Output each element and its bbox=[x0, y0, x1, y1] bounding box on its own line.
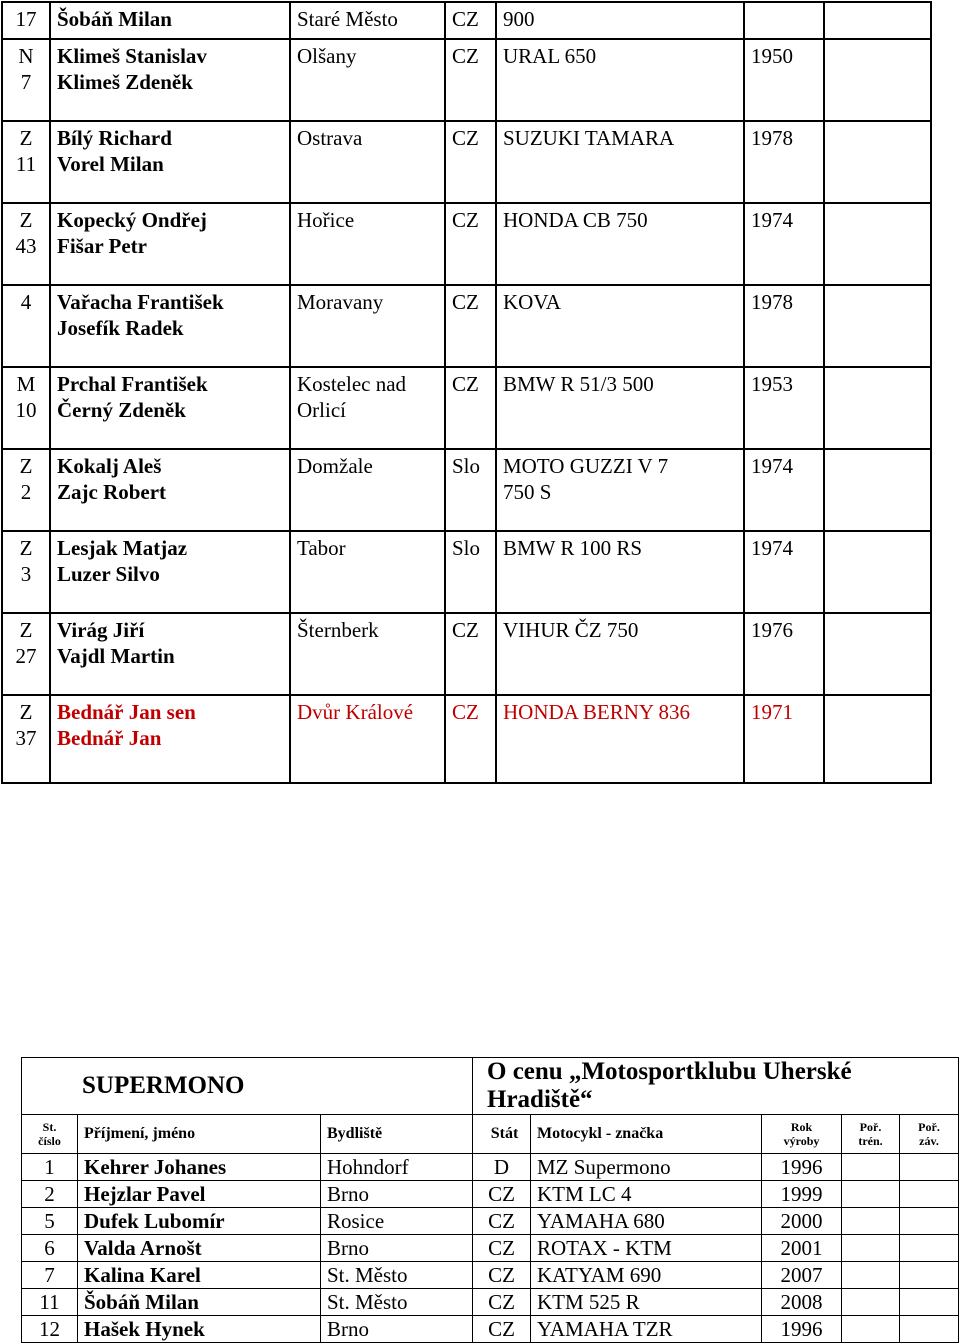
state: CZ bbox=[445, 285, 496, 367]
table-row bbox=[2, 2, 931, 39]
rider-name: Kalina Karel bbox=[78, 1262, 321, 1289]
start-number: Z 37 bbox=[2, 695, 50, 783]
state: CZ bbox=[473, 1316, 531, 1343]
race-rank bbox=[900, 1154, 959, 1181]
rider-names: Virág Jiří Vajdl Martin bbox=[50, 613, 290, 695]
city: Šternberk bbox=[290, 613, 445, 695]
state: D bbox=[473, 1154, 531, 1181]
header-row bbox=[22, 1115, 959, 1154]
state: CZ bbox=[445, 203, 496, 285]
col-header-motorcycle: Motocykl - značka bbox=[531, 1115, 762, 1154]
motorcycle: HONDA CB 750 bbox=[496, 203, 744, 285]
rider-name: Šobáň Milan bbox=[78, 1289, 321, 1316]
motorcycle: KATYAM 690 bbox=[531, 1262, 762, 1289]
table-row bbox=[2, 203, 931, 285]
start-number: Z 11 bbox=[2, 121, 50, 203]
year: 1974 bbox=[744, 203, 824, 285]
table-row bbox=[2, 285, 931, 367]
rider-name: Kehrer Johanes bbox=[78, 1154, 321, 1181]
motorcycle: KTM LC 4 bbox=[531, 1181, 762, 1208]
year: 2001 bbox=[762, 1235, 842, 1262]
start-number: 11 bbox=[22, 1289, 78, 1316]
training-rank bbox=[842, 1289, 900, 1316]
training-rank bbox=[842, 1154, 900, 1181]
start-number: Z 3 bbox=[2, 531, 50, 613]
training-rank bbox=[842, 1262, 900, 1289]
training-rank bbox=[842, 1235, 900, 1262]
state: CZ bbox=[473, 1181, 531, 1208]
race-rank bbox=[900, 1208, 959, 1235]
table-row bbox=[22, 1154, 959, 1181]
table-row bbox=[2, 367, 931, 449]
year: 1953 bbox=[744, 367, 824, 449]
table-row bbox=[2, 695, 931, 783]
rider-names: Kopecký Ondřej Fišar Petr bbox=[50, 203, 290, 285]
motorcycle: YAMAHA 680 bbox=[531, 1208, 762, 1235]
state: CZ bbox=[445, 2, 496, 39]
city: Domžale bbox=[290, 449, 445, 531]
rider-names: Prchal František Černý Zdeněk bbox=[50, 367, 290, 449]
year: 1996 bbox=[762, 1154, 842, 1181]
start-number: 17 bbox=[2, 2, 50, 39]
state: Slo bbox=[445, 449, 496, 531]
rider-names: Vařacha František Josefík Radek bbox=[50, 285, 290, 367]
year: 1950 bbox=[744, 39, 824, 121]
state: CZ bbox=[473, 1262, 531, 1289]
state: CZ bbox=[445, 613, 496, 695]
table-row bbox=[22, 1262, 959, 1289]
city: Olšany bbox=[290, 39, 445, 121]
training-rank bbox=[842, 1316, 900, 1343]
rider-name: Hašek Hynek bbox=[78, 1316, 321, 1343]
year: 2008 bbox=[762, 1289, 842, 1316]
training-rank bbox=[842, 1181, 900, 1208]
table-row bbox=[2, 449, 931, 531]
motorcycle: KTM 525 R bbox=[531, 1289, 762, 1316]
city: Dvůr Králové bbox=[290, 695, 445, 783]
empty-cell bbox=[824, 449, 931, 531]
empty-cell bbox=[824, 2, 931, 39]
year: 2007 bbox=[762, 1262, 842, 1289]
race-rank bbox=[900, 1316, 959, 1343]
empty-cell bbox=[824, 531, 931, 613]
race-rank bbox=[900, 1181, 959, 1208]
start-number: 12 bbox=[22, 1316, 78, 1343]
start-number: 5 bbox=[22, 1208, 78, 1235]
year: 1974 bbox=[744, 449, 824, 531]
table-row bbox=[2, 613, 931, 695]
empty-cell bbox=[824, 203, 931, 285]
city: Brno bbox=[321, 1235, 473, 1262]
state: CZ bbox=[473, 1208, 531, 1235]
col-header-race-rank: Poř. záv. bbox=[900, 1115, 959, 1154]
empty-cell bbox=[824, 39, 931, 121]
year: 1971 bbox=[744, 695, 824, 783]
col-header-city: Bydliště bbox=[321, 1115, 473, 1154]
trophy-title: O cenu „Motosportklubu Uherské Hradiště“ bbox=[473, 1058, 959, 1115]
motorcycle: BMW R 100 RS bbox=[496, 531, 744, 613]
classic-entries-table bbox=[1, 1, 932, 784]
city: Staré Město bbox=[290, 2, 445, 39]
class-label: SUPERMONO bbox=[22, 1058, 473, 1115]
col-header-number: St. číslo bbox=[22, 1115, 78, 1154]
table-row bbox=[2, 531, 931, 613]
state: CZ bbox=[445, 121, 496, 203]
col-header-training-rank: Poř. trén. bbox=[842, 1115, 900, 1154]
city: Moravany bbox=[290, 285, 445, 367]
empty-cell bbox=[824, 285, 931, 367]
year bbox=[744, 2, 824, 39]
motorcycle: BMW R 51/3 500 bbox=[496, 367, 744, 449]
start-number: 6 bbox=[22, 1235, 78, 1262]
table-row bbox=[22, 1208, 959, 1235]
city: Hohndorf bbox=[321, 1154, 473, 1181]
training-rank bbox=[842, 1208, 900, 1235]
motorcycle: ROTAX - KTM bbox=[531, 1235, 762, 1262]
city: Hořice bbox=[290, 203, 445, 285]
motorcycle: HONDA BERNY 836 bbox=[496, 695, 744, 783]
start-number: Z 27 bbox=[2, 613, 50, 695]
rider-names: Kokalj Aleš Zajc Robert bbox=[50, 449, 290, 531]
start-number: 4 bbox=[2, 285, 50, 367]
supermono-table bbox=[21, 1057, 959, 1343]
empty-cell bbox=[824, 613, 931, 695]
city: Kostelec nad Orlicí bbox=[290, 367, 445, 449]
start-number: 2 bbox=[22, 1181, 78, 1208]
city: Brno bbox=[321, 1181, 473, 1208]
rider-names: Klimeš Stanislav Klimeš Zdeněk bbox=[50, 39, 290, 121]
start-number: N 7 bbox=[2, 39, 50, 121]
state: CZ bbox=[473, 1235, 531, 1262]
empty-cell bbox=[824, 367, 931, 449]
motorcycle: YAMAHA TZR bbox=[531, 1316, 762, 1343]
table-row bbox=[2, 121, 931, 203]
table-row bbox=[22, 1235, 959, 1262]
motorcycle: MZ Supermono bbox=[531, 1154, 762, 1181]
empty-cell bbox=[824, 695, 931, 783]
rider-name: Dufek Lubomír bbox=[78, 1208, 321, 1235]
table-row bbox=[22, 1289, 959, 1316]
start-number: Z 43 bbox=[2, 203, 50, 285]
year: 1978 bbox=[744, 121, 824, 203]
city: Brno bbox=[321, 1316, 473, 1343]
motorcycle: KOVA bbox=[496, 285, 744, 367]
state: CZ bbox=[445, 39, 496, 121]
city: Rosice bbox=[321, 1208, 473, 1235]
start-number: M 10 bbox=[2, 367, 50, 449]
state: CZ bbox=[445, 695, 496, 783]
motorcycle: VIHUR ČZ 750 bbox=[496, 613, 744, 695]
state: CZ bbox=[473, 1289, 531, 1316]
start-number: 7 bbox=[22, 1262, 78, 1289]
table-row bbox=[22, 1181, 959, 1208]
race-rank bbox=[900, 1289, 959, 1316]
motorcycle: MOTO GUZZI V 7 750 S bbox=[496, 449, 744, 531]
rider-name: Valda Arnošt bbox=[78, 1235, 321, 1262]
year: 1999 bbox=[762, 1181, 842, 1208]
year: 1976 bbox=[744, 613, 824, 695]
state: Slo bbox=[445, 531, 496, 613]
race-rank bbox=[900, 1235, 959, 1262]
year: 1996 bbox=[762, 1316, 842, 1343]
city: Tabor bbox=[290, 531, 445, 613]
city: St. Město bbox=[321, 1262, 473, 1289]
rider-name: Hejzlar Pavel bbox=[78, 1181, 321, 1208]
motorcycle: URAL 650 bbox=[496, 39, 744, 121]
city: St. Město bbox=[321, 1289, 473, 1316]
state: CZ bbox=[445, 367, 496, 449]
year: 2000 bbox=[762, 1208, 842, 1235]
rider-names: Lesjak Matjaz Luzer Silvo bbox=[50, 531, 290, 613]
rider-names: Bednář Jan sen Bednář Jan bbox=[50, 695, 290, 783]
start-number: 1 bbox=[22, 1154, 78, 1181]
start-number: Z 2 bbox=[2, 449, 50, 531]
table-row bbox=[22, 1316, 959, 1343]
rider-names: Bílý Richard Vorel Milan bbox=[50, 121, 290, 203]
class-title-row bbox=[22, 1058, 959, 1115]
motorcycle: 900 bbox=[496, 2, 744, 39]
empty-cell bbox=[824, 121, 931, 203]
city: Ostrava bbox=[290, 121, 445, 203]
table-row bbox=[2, 39, 931, 121]
col-header-year: Rok výroby bbox=[762, 1115, 842, 1154]
col-header-state: Stát bbox=[473, 1115, 531, 1154]
year: 1978 bbox=[744, 285, 824, 367]
rider-names: Šobáň Milan bbox=[50, 2, 290, 39]
motorcycle: SUZUKI TAMARA bbox=[496, 121, 744, 203]
year: 1974 bbox=[744, 531, 824, 613]
col-header-name: Příjmení, jméno bbox=[78, 1115, 321, 1154]
race-rank bbox=[900, 1262, 959, 1289]
